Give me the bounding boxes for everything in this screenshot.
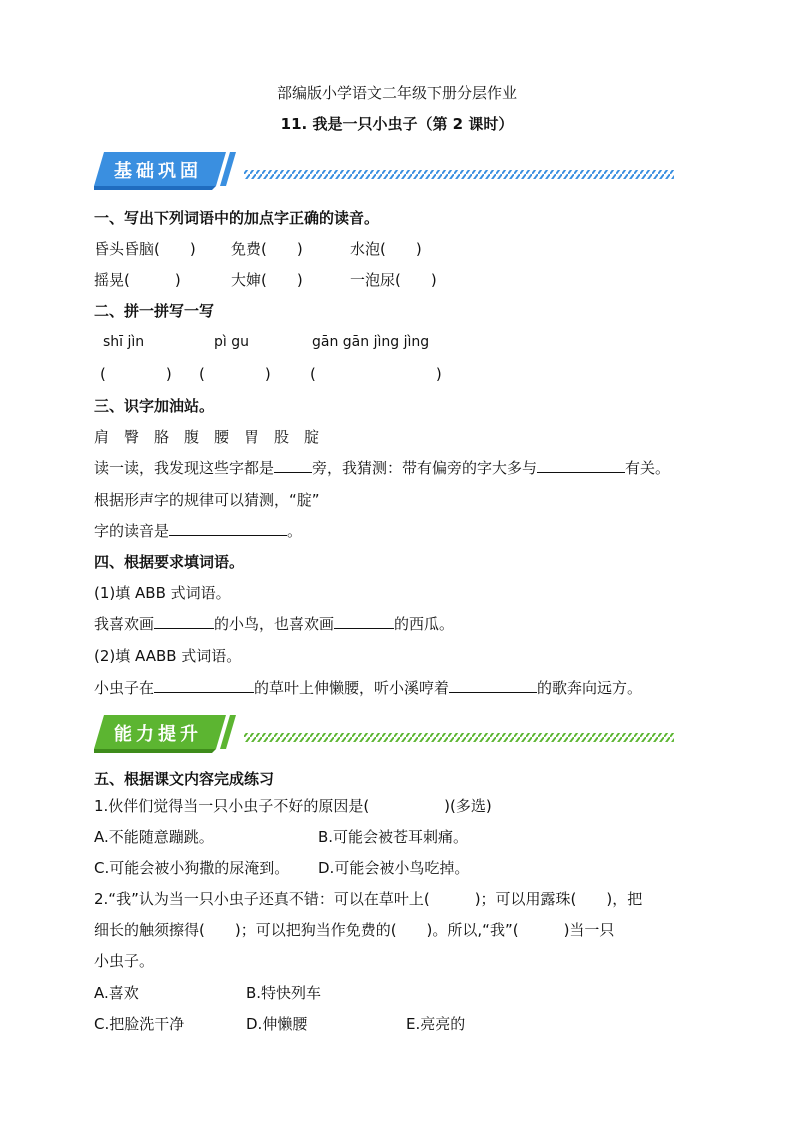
choice-e: E.亮亮的 — [406, 1015, 466, 1033]
answer-bracket-3: ( ) — [310, 365, 442, 383]
q5-item-1: 1.伙伴们觉得当一只小虫子不好的原因是( )(多选) — [94, 797, 492, 815]
blank-radical[interactable] — [274, 457, 312, 473]
blank-aabb-2[interactable] — [449, 677, 537, 693]
option-d: D.可能会被小鸟吃掉。 — [318, 859, 470, 877]
blank-abb-1[interactable] — [154, 613, 214, 629]
q4-text-1b: 的小鸟，也喜欢画 — [214, 615, 335, 633]
q1-item-3: 水泡( ) — [350, 240, 422, 258]
q3-characters: 肩 臀 胳 腹 腰 胃 股 腚 — [94, 428, 320, 446]
pinyin-1: shī jìn — [103, 334, 145, 350]
q4-text-2b: 的草叶上伸懒腰，听小溪哼着 — [254, 679, 450, 697]
q3-text-1b: 旁，我猜测：带有偏旁的字大多与 — [312, 459, 538, 477]
answer-bracket-2: ( ) — [199, 365, 271, 383]
q3-heading: 三、识字加油站。 — [94, 397, 215, 415]
pinyin-3: gān gān jìng jìng — [312, 334, 430, 350]
q4-heading: 四、根据要求填词语。 — [94, 553, 245, 571]
q4-text-1c: 的西瓜。 — [394, 615, 455, 633]
q1-item-1: 昏头昏脑( ) — [94, 240, 196, 258]
option-b: B.可能会被苍耳刺痛。 — [318, 828, 469, 846]
q3-text-1c: 有关。 — [625, 459, 671, 477]
q3-text-3b: 。 — [287, 522, 303, 540]
choice-b: B.特快列车 — [246, 984, 322, 1002]
q3-sentence-1 — [94, 457, 670, 478]
q5-item-2-line-1: 2.“我”认为当一只小虫子还真不错：可以在草叶上( )；可以用露珠( )，把 — [94, 890, 643, 908]
q3-sentence-2: 根据形声字的规律可以猜测，“腚” — [94, 491, 320, 509]
q1-item-6: 一泡尿( ) — [350, 271, 437, 289]
pinyin-2: pì gu — [214, 334, 249, 350]
q4-text-2a: 小虫子在 — [94, 679, 155, 697]
q5-item-2-line-3: 小虫子。 — [94, 952, 155, 970]
q5-heading: 五、根据课文内容完成练习 — [94, 770, 275, 788]
q3-sentence-3 — [94, 520, 302, 541]
choice-c: C.把脸洗干净 — [94, 1015, 185, 1033]
q3-text-3a: 字的读音是 — [94, 522, 170, 540]
section-banner-advanced — [94, 713, 678, 753]
q5-item-2-line-2: 细长的触须擦得( )；可以把狗当作免费的( )。所以,“我”( )当一只 — [94, 921, 615, 939]
q4-sentence-2 — [94, 677, 642, 698]
q1-item-5: 大婶( ) — [231, 271, 303, 289]
answer-bracket-1: ( ) — [100, 365, 172, 383]
q3-text-1a: 读一读，我发现这些字都是 — [94, 459, 275, 477]
banner-basic-label: 基础巩固 — [114, 161, 202, 182]
option-a: A.不能随意蹦跳。 — [94, 828, 214, 846]
section-banner-basic — [94, 150, 678, 190]
q4-sentence-1 — [94, 613, 454, 634]
q4-sub-2: (2)填 AABB 式词语。 — [94, 647, 242, 665]
q2-heading: 二、拼一拼写一写 — [94, 302, 215, 320]
document-title: 部编版小学语文二年级下册分层作业 — [276, 84, 517, 102]
q1-heading: 一、写出下列词语中的加点字正确的读音。 — [94, 209, 380, 227]
option-c: C.可能会被小狗撒的尿淹到。 — [94, 859, 290, 877]
q4-text-2c: 的歌奔向远方。 — [537, 679, 643, 697]
choice-d: D.伸懒腰 — [246, 1015, 308, 1033]
blank-abb-2[interactable] — [334, 613, 394, 629]
blank-aabb-1[interactable] — [154, 677, 254, 693]
q1-item-2: 免费( ) — [231, 240, 303, 258]
blank-pronunciation[interactable] — [169, 520, 287, 536]
banner-advanced-label: 能力提升 — [114, 724, 202, 745]
choice-a: A.喜欢 — [94, 984, 139, 1002]
q4-text-1a: 我喜欢画 — [94, 615, 155, 633]
q4-sub-1: (1)填 ABB 式词语。 — [94, 584, 231, 602]
q1-item-4: 摇晃( ) — [94, 271, 181, 289]
lesson-title: 11. 我是一只小虫子（第 2 课时） — [280, 115, 514, 133]
blank-related[interactable] — [537, 457, 625, 473]
